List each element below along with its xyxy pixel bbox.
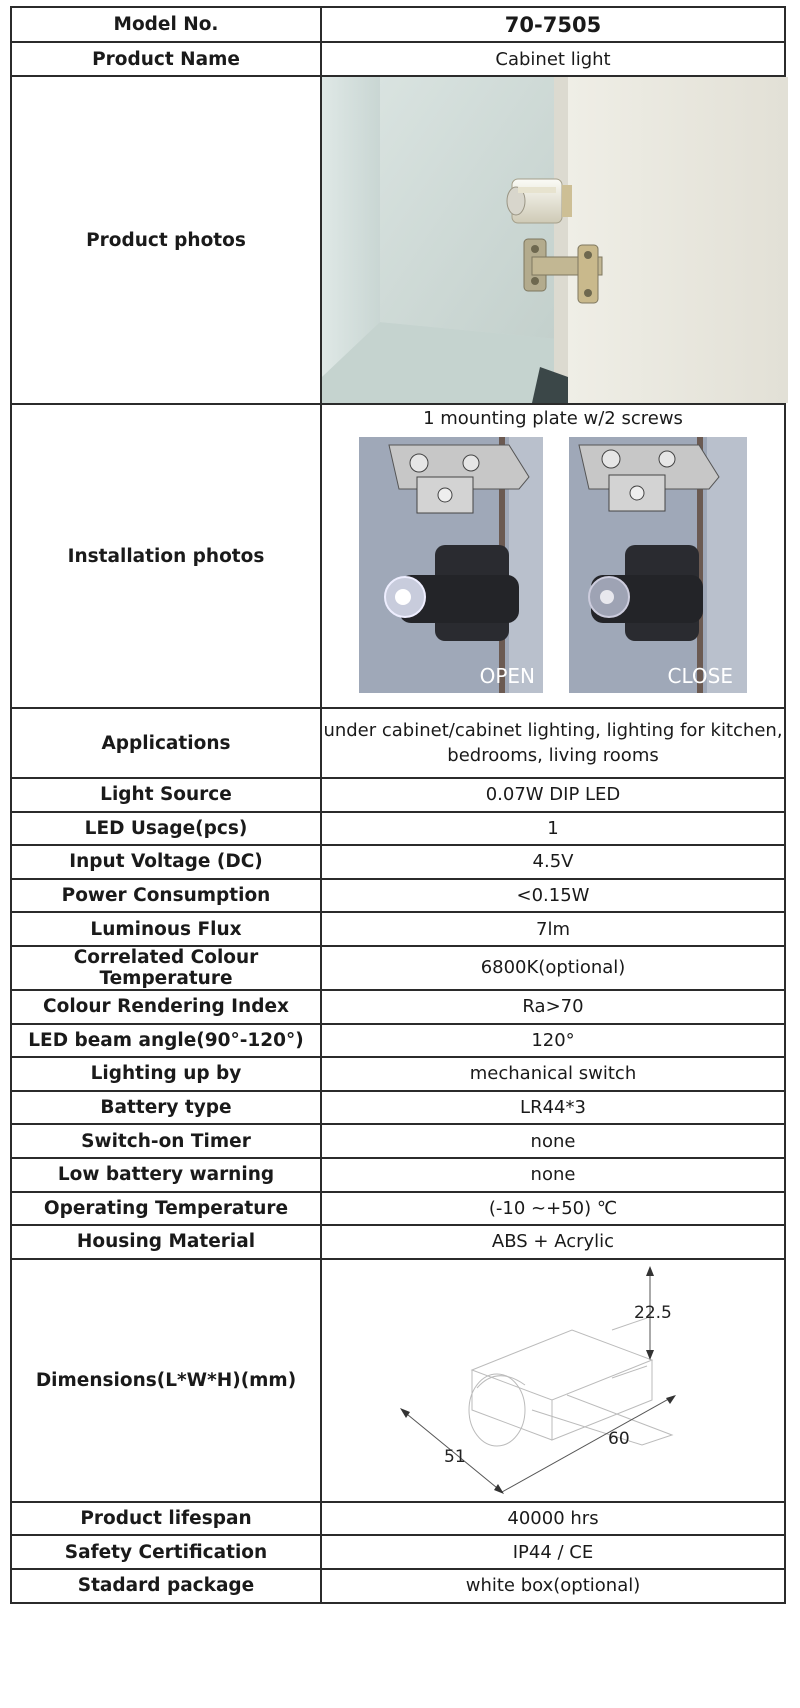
footer-rows [11,1502,785,1603]
spec-value: 120° [321,1024,785,1058]
spec-row [11,946,785,990]
open-label: OPEN [479,664,535,688]
spec-row [11,778,785,812]
spec-row [11,1225,785,1259]
spec-label: Battery type [11,1091,321,1125]
spec-value: mechanical switch [321,1057,785,1091]
spec-value: LR44*3 [321,1091,785,1125]
installation-photos-label: Installation photos [11,404,321,708]
dimension-drawing [322,1260,788,1500]
row-model-no [11,7,785,42]
row-installation-photos [11,404,785,708]
dimension-length: 51 [444,1447,466,1468]
product-name-value: Cabinet light [321,42,785,76]
spec-row [11,912,785,946]
footer-spec-value: 40000 hrs [321,1502,785,1536]
applications-value [321,708,785,778]
spec-label: Light Source [11,778,321,812]
footer-spec-value: white box(optional) [321,1569,785,1603]
spec-row [11,879,785,913]
footer-spec-row [11,1535,785,1569]
dimension-width: 60 [608,1429,630,1450]
spec-row [11,1091,785,1125]
model-no-value: 70-7505 [321,7,785,42]
spec-value: ABS + Acrylic [321,1225,785,1259]
spec-value: none [321,1124,785,1158]
spec-sheet-table [10,6,786,1604]
footer-spec-row [11,1502,785,1536]
spec-row [11,1158,785,1192]
spec-value: <0.15W [321,879,785,913]
install-photo-close [569,437,747,693]
spec-row [11,1192,785,1226]
spec-value: 6800K(optional) [321,946,785,990]
applications-line-1: under cabinet/cabinet lighting, lighting for kitchen, [323,720,783,741]
close-label: CLOSE [667,664,733,688]
spec-label: Operating Temperature [11,1192,321,1226]
spec-row [11,990,785,1024]
spec-rows [11,778,785,1259]
spec-label: Colour Rendering Index [11,990,321,1024]
spec-value: Ra>70 [321,990,785,1024]
spec-row [11,1057,785,1091]
spec-label: Low battery warning [11,1158,321,1192]
spec-row [11,812,785,846]
footer-spec-label: Product lifespan [11,1502,321,1536]
spec-value: 0.07W DIP LED [321,778,785,812]
row-applications [11,708,785,778]
spec-value: 1 [321,812,785,846]
spec-row [11,1024,785,1058]
spec-label: Lighting up by [11,1057,321,1091]
dimension-height: 22.5 [634,1303,672,1324]
footer-spec-label: Stadard package [11,1569,321,1603]
dimensions-drawing-cell [321,1259,785,1502]
installation-caption: 1 mounting plate w/2 screws [423,408,683,429]
spec-row [11,1124,785,1158]
install-photo-open [359,437,543,693]
row-product-photos [11,76,785,404]
spec-value: 7lm [321,912,785,946]
spec-label: Input Voltage (DC) [11,845,321,879]
product-photos-label: Product photos [11,76,321,404]
dimensions-label: Dimensions(L*W*H)(mm) [11,1259,321,1502]
spec-row [11,845,785,879]
applications-label: Applications [11,708,321,778]
spec-label: LED beam angle(90°-120°) [11,1024,321,1058]
applications-line-2: bedrooms, living rooms [447,745,659,766]
footer-spec-label: Safety Certification [11,1535,321,1569]
row-dimensions [11,1259,785,1502]
spec-value: none [321,1158,785,1192]
row-product-name [11,42,785,76]
installation-photo-cell [321,404,785,708]
model-no-label: Model No. [11,7,321,42]
spec-label: Luminous Flux [11,912,321,946]
footer-spec-row [11,1569,785,1603]
spec-label: LED Usage(pcs) [11,812,321,846]
product-name-label: Product Name [11,42,321,76]
footer-spec-value: IP44 / CE [321,1535,785,1569]
spec-label: Power Consumption [11,879,321,913]
spec-value: (-10 ~+50) ℃ [321,1192,785,1226]
product-photo-cell [321,76,785,404]
installation-photo-pair [322,437,784,693]
spec-label: Switch-on Timer [11,1124,321,1158]
spec-value: 4.5V [321,845,785,879]
product-photo [322,77,788,403]
spec-label: Housing Material [11,1225,321,1259]
spec-label: Correlated Colour Temperature [11,946,321,990]
